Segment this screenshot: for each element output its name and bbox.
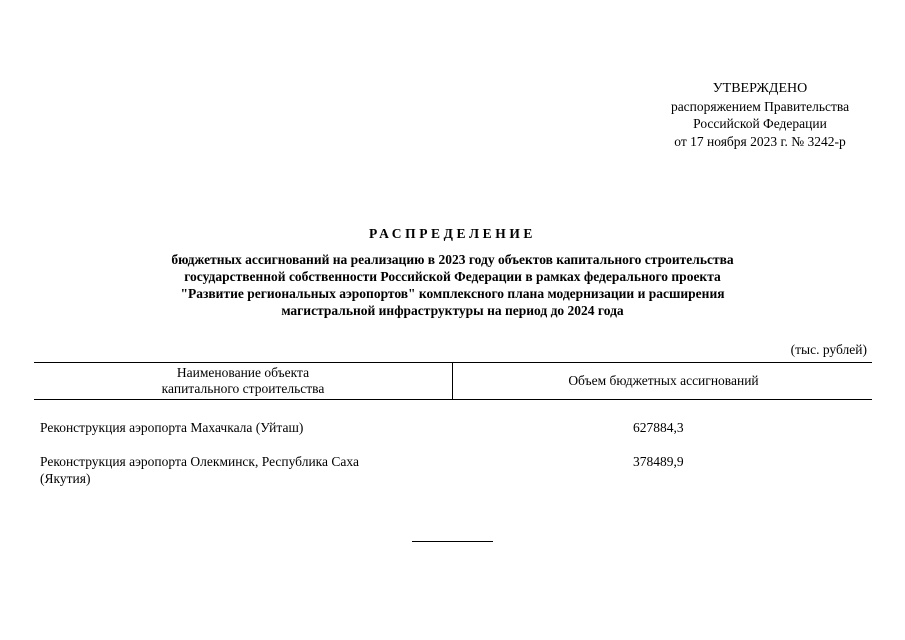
subtitle-line-3: "Развитие региональных аэропортов" комплексного плана модернизации и расширения (180, 286, 725, 301)
header-object-name (34, 363, 453, 399)
row-object-name-line-1: Реконструкция аэропорта Олекминск, Республика Саха (40, 454, 359, 469)
units-label: (тыс. рублей) (790, 342, 867, 357)
subtitle-line-1: бюджетных ассигнований на реализацию в 2023 году объектов капитального строительства (171, 252, 734, 267)
document-title: РАСПРЕДЕЛЕНИЕ (368, 226, 537, 241)
approval-line-2: Российской Федерации (693, 116, 827, 131)
subtitle-line-2: государственной собственности Российской Федерации в рамках федерального проекта (184, 269, 721, 284)
row-value: 627884,3 (633, 420, 684, 435)
header-object-name-line-1: Наименование объекта (176, 365, 310, 380)
document-subtitle (0, 251, 905, 319)
row-object-name (34, 453, 453, 487)
table-row (34, 419, 872, 436)
header-budget-volume: Объем бюджетных ассигнований (568, 373, 759, 388)
approval-heading: УТВЕРЖДЕНО (712, 81, 808, 96)
row-object-name-line-2: (Якутия) (40, 471, 91, 486)
approval-block (610, 80, 905, 150)
header-object-name-line-2: капитального строительства (161, 381, 325, 396)
allocation-table (34, 362, 872, 487)
row-object-name-line-1: Реконструкция аэропорта Махачкала (Уйташ) (40, 420, 304, 435)
approval-line-3: от 17 ноября 2023 г. № 3242-р (674, 133, 846, 149)
approval-line-1: распоряжением Правительства (670, 98, 850, 114)
end-divider (412, 541, 493, 542)
row-value: 378489,9 (633, 454, 684, 469)
row-object-name (34, 419, 453, 436)
table-row (34, 453, 872, 487)
subtitle-line-4: магистральной инфраструктуры на период до 2024 года (281, 303, 624, 318)
table-header (34, 362, 872, 400)
